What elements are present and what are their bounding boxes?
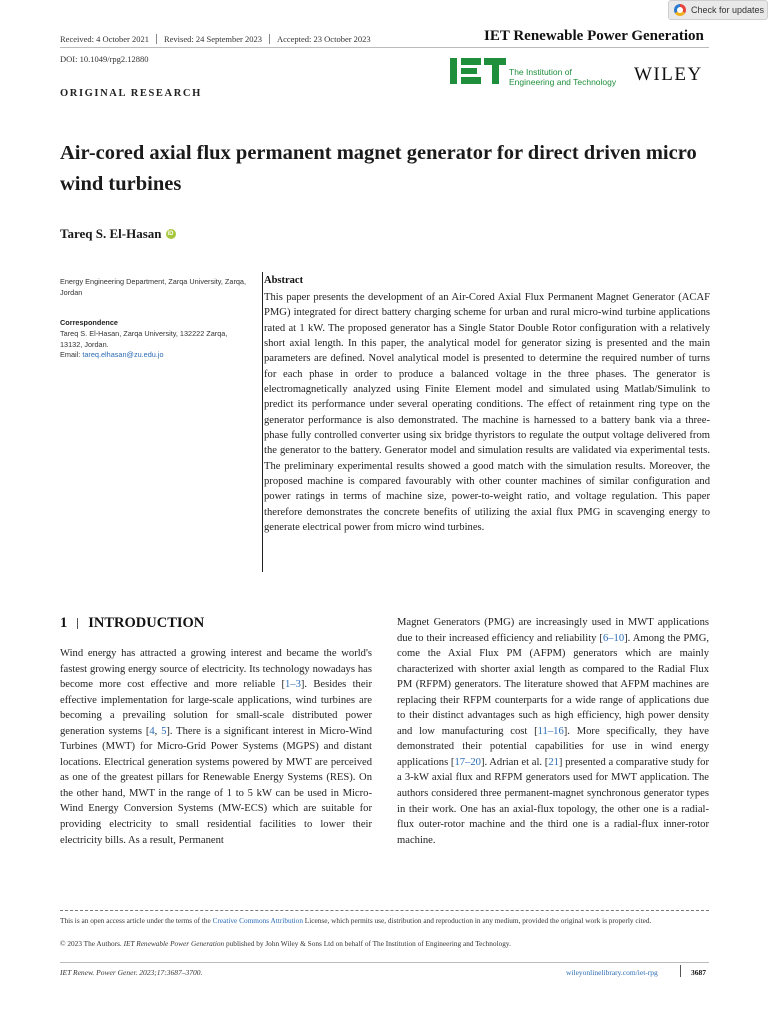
citation-link[interactable]: 11–16: [537, 725, 564, 737]
article-title: Air-cored axial flux permanent magnet generator for direct driven micro wind turbines: [60, 142, 697, 195]
iet-wordmark: [509, 67, 616, 87]
header-rule: [60, 47, 709, 48]
divider: [77, 618, 78, 629]
paragraph-text: ]. Adrian et al. [: [480, 756, 549, 768]
correspondence-email: [60, 350, 164, 359]
journal-name: IET Renewable Power Generation: [484, 28, 704, 44]
license-text: License, which permits use, distribution and reproduction in any medium, provided the original work is properly cited.: [302, 916, 652, 925]
affiliation: Energy Engineering Department, Zarqa University, Zarqa, Jordan: [60, 277, 247, 297]
crossmark-icon: [674, 4, 686, 16]
section-title: INTRODUCTION: [88, 615, 205, 631]
orcid-icon[interactable]: iD: [167, 231, 174, 237]
footer-rule: [60, 962, 709, 963]
correspondence-address: Tareq S. El-Hasan, Zarqa University, 132222 Zarqa, 13132, Jordan.: [60, 329, 228, 349]
divider: [680, 965, 681, 977]
citation-link[interactable]: 5: [161, 725, 167, 737]
intro-paragraph-right: [397, 615, 709, 848]
doi[interactable]: DOI: 10.1049/rpg2.12880: [60, 54, 149, 64]
paragraph-text: Magnet Generators (PMG) are increasingly used in MWT applications due to their increased efficiency and reliability [: [397, 617, 709, 644]
section-heading-introduction: [60, 615, 204, 632]
author-line: [60, 226, 176, 242]
paragraph-text: Wind energy has attracted a growing interest and became the world's fastest growing energy source of electricity. Its technology nowadays has become more cost effective and more reliable [: [60, 648, 372, 691]
check-for-updates-button[interactable]: [668, 0, 768, 20]
paragraph-text: ]. More specifically, they have demonstrated their potential capabilities for use in wind energy applications [: [397, 725, 709, 768]
divider: [156, 34, 157, 44]
intro-paragraph-left: [60, 646, 372, 848]
paragraph-text: ,: [154, 725, 162, 737]
copyright-note: [60, 939, 710, 948]
check-for-updates-label: Check for updates: [691, 5, 765, 15]
revised-date: Revised: 24 September 2023: [163, 34, 262, 44]
footnote-rule: [60, 910, 709, 911]
paragraph-text: ] presented a comparative study for a 3-kW axial flux and RFPM generators used for MWT application. The authors considered three permanent-magnet synchronous generator types in their work. One has an axial-flux topology, the other one is a radial-flux outer-rotor machine and the third one is a radial-flux inner-rotor machine.: [397, 756, 709, 846]
citation-link[interactable]: 17–20: [454, 756, 481, 768]
divider: [269, 34, 270, 44]
paragraph-text: ]. Among the PMG, come the Axial Flux PM (AFPM) generators which are mainly characterized with shorter axial length as compared to the Radial Flux PM (RFPM) generators. The literature showed that AFPM machines are replacing their RFPM counterparts for a wide range of applications due to their distinct advantages such as high efficiency, high power density and low manufacturing cost [: [397, 632, 709, 737]
correspondence-heading: Correspondence: [60, 318, 118, 327]
iet-wordmark-line2: Engineering and Technology: [509, 77, 617, 87]
license-text: This is an open access article under the terms of the: [60, 916, 213, 925]
iet-wordmark-line1: The Institution of: [509, 67, 572, 77]
article-dates: [60, 34, 371, 44]
citation-link[interactable]: 21: [548, 756, 559, 768]
iet-logo-icon: [450, 58, 506, 84]
abstract-text: This paper presents the development of an Air-Cored Axial Flux Permanent Magnet Generator (ACAF PMG) integrated for direct battery charging scheme for urban and rural micro-wind turbine applications rated at 1 kW. The proposed generator has a Single Stator Double Rotor configuration with a relatively short axial length. In this paper, the analytical model for generator sizing is presented and the main parameters are defined. Novel analytical model is presented to determine the required number of turns for each phase in order to produce a balanced voltage in the three phases. The generator is electromagnetically analyzed using Finite Element model and simulated using Matlab/Simulink to predict its performance under several operating conditions. The effect of retainment ring type on the generator performance is also demonstrated. The machine is harnessed to a battery bank via a three-phase fully controlled converter using six bridge thyristors to regulate the output voltage delivered from the generator to the battery. Generator model and simulation results are validated via experimental tests. The preliminary experimental results showed a good match with the simulation results. Moreover, the proposed machine is compared favourably with other counter machines of similar configuration and power ratings in terms of machine size, power-to-weight ratio, and voltage regulation. This paper therefore demonstrates the concrete benefits of utilizing the axial flux PMG in scavenging energy to generate electrical power from micro wind turbines.: [264, 292, 710, 534]
paragraph-text: ]. There is a significant interest in Micro-Wind Turbines (MWT) for Micro-Grid Power Systems (MGPS) and distant locations. Electrical generation systems powered by MWT are perceived as one of the greatest pillars for Renewable Energy Systems (RES). On the other hand, MWT in the range of 1 to 5 kW can be used in Micro-Wind Energy Conversion Systems (MW-ECS) which are suitable for providing electricity to small residential facilities to lower their electricity bills. As a result, Permanent: [60, 725, 372, 846]
abstract-rule: [262, 272, 263, 572]
page-number: 3687: [691, 968, 706, 977]
license-link[interactable]: Creative Commons Attribution: [212, 916, 303, 925]
publisher-logo: WILEY: [634, 64, 703, 85]
citation-footer: IET Renew. Power Gener. 2023;17:3687–3700.: [60, 968, 203, 977]
license-note: [60, 915, 710, 926]
author-name[interactable]: Tareq S. El-Hasan: [60, 226, 162, 241]
citation-link[interactable]: 4: [149, 725, 155, 737]
abstract-heading: Abstract: [264, 275, 304, 286]
citation-link[interactable]: 1–3: [284, 679, 301, 691]
copyright-text: published by John Wiley & Sons Ltd on behalf of The Institution of Engineering and Technology.: [224, 939, 511, 948]
copyright-text: © 2023 The Authors.: [60, 939, 124, 948]
email-link[interactable]: tareq.elhasan@zu.edu.jo: [82, 350, 164, 359]
accepted-date: Accepted: 23 October 2023: [276, 34, 371, 44]
email-label: Email:: [60, 350, 83, 359]
copyright-journal: IET Renewable Power Generation: [123, 939, 225, 948]
citation-link[interactable]: 6–10: [602, 632, 625, 644]
received-date: Received: 4 October 2021: [60, 34, 149, 44]
section-number: 1: [60, 615, 68, 631]
article-type: ORIGINAL RESEARCH: [60, 88, 202, 99]
paragraph-text: ]. Besides their effective implementation for large-scale applications, wind turbines are becoming a prevailing solution for small-scale distributed power generation systems [: [60, 679, 372, 737]
journal-url-link[interactable]: wileyonlinelibrary.com/iet-rpg: [566, 968, 658, 977]
